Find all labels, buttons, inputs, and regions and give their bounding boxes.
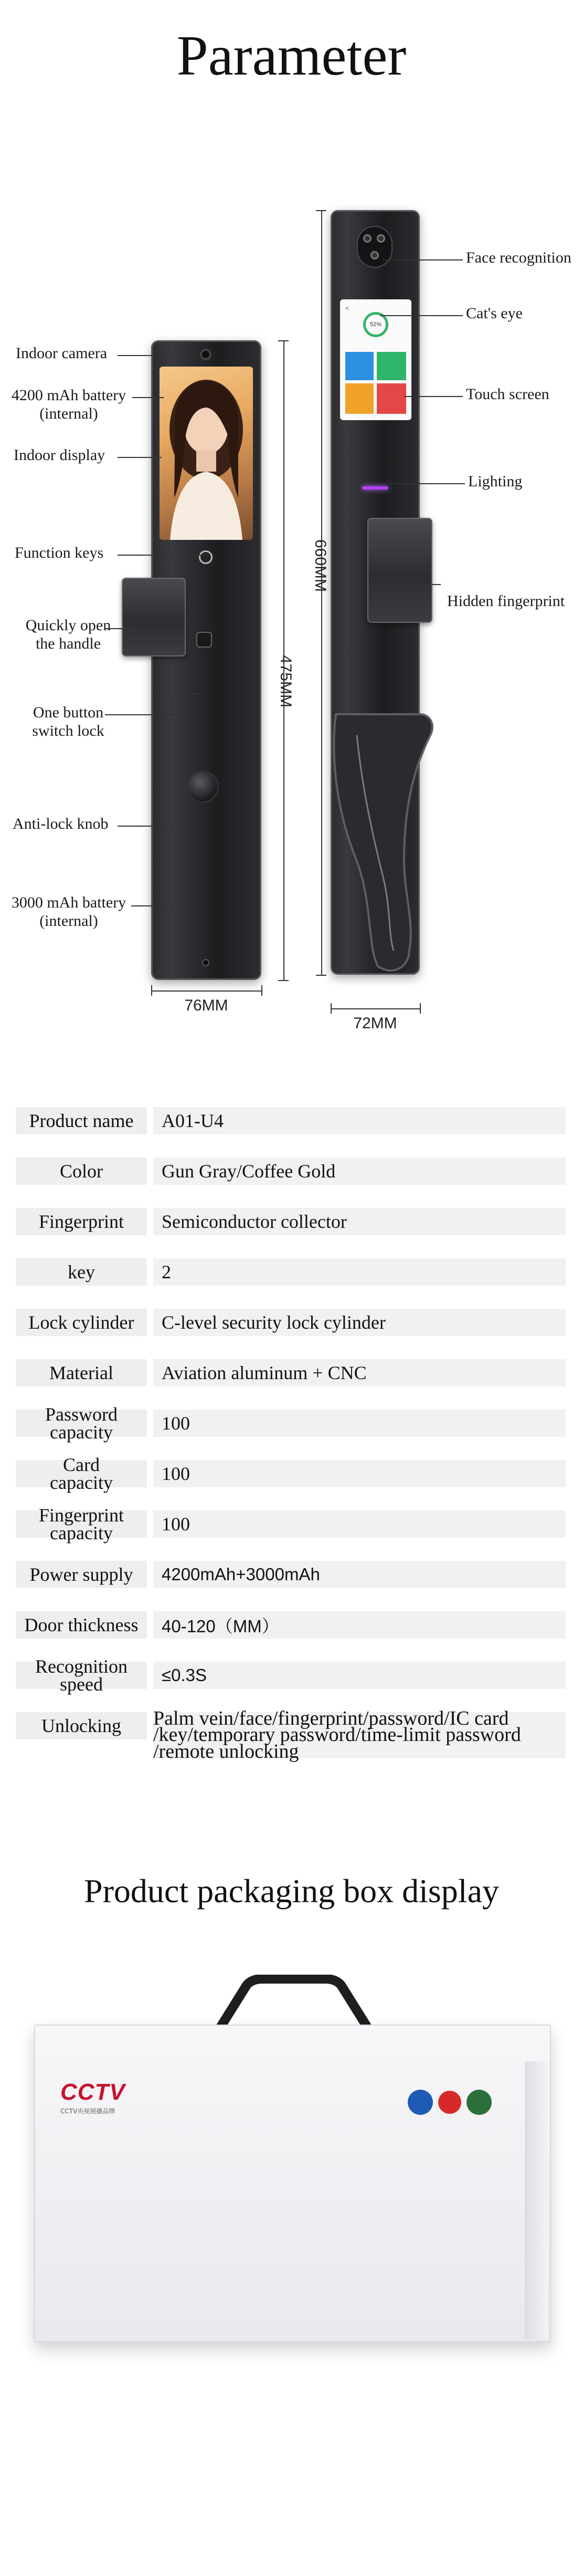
table-row <box>16 1454 566 1493</box>
spec-value: 100 <box>153 1410 566 1437</box>
outdoor-lock-body <box>331 210 420 975</box>
portrait-image <box>160 367 253 540</box>
spec-value: Palm vein/face/fingerprint/password/IC card /key/temporary password/time-limit password /remote unlocking <box>153 1712 566 1758</box>
tile-blue[interactable] <box>345 352 374 380</box>
tile-red[interactable] <box>377 383 406 414</box>
label-function-keys: Function keys <box>15 544 104 561</box>
tile-green[interactable] <box>377 352 406 380</box>
page-title: Parameter <box>176 25 407 87</box>
box-carry-handle <box>210 1975 378 2032</box>
label-anti-lock: Anti-lock knob <box>13 815 109 832</box>
label-battery-4200: 4200 mAh battery (internal) <box>11 387 126 422</box>
table-row <box>16 1107 566 1134</box>
usb-port <box>202 959 209 966</box>
label-cats-eye: Cat's eye <box>466 305 523 322</box>
label-open-handle: Quickly open the handle <box>25 617 111 652</box>
label-hidden-fingerprint: Hidden fingerprint <box>447 592 565 610</box>
table-row <box>16 1208 566 1235</box>
face-camera <box>357 226 393 268</box>
spec-label: Fingerprint capacity <box>16 1510 147 1538</box>
spec-value: A01-U4 <box>153 1107 566 1134</box>
spec-table <box>0 1092 583 1786</box>
hidden-fingerprint-cover[interactable] <box>367 518 432 623</box>
dim-outdoor-height: 660MM <box>312 539 329 592</box>
spec-value: 40-120（MM） <box>153 1611 566 1639</box>
switch-lock-button[interactable] <box>196 632 212 648</box>
spec-label: Fingerprint <box>16 1208 147 1235</box>
indoor-lock-body <box>151 340 261 980</box>
lighting-strip <box>362 486 388 489</box>
table-row <box>16 1258 566 1286</box>
indoor-display <box>160 367 253 540</box>
table-row <box>16 1309 566 1336</box>
spec-label: Door thickness <box>16 1611 147 1639</box>
indoor-camera-lens <box>200 349 211 360</box>
spec-label: Recognition speed <box>16 1662 147 1689</box>
table-row <box>16 1707 566 1762</box>
certification-badge-blue <box>408 2090 433 2115</box>
packaging-box <box>34 2025 551 2342</box>
certification-badge-green <box>467 2090 492 2115</box>
function-key[interactable] <box>199 550 213 564</box>
spec-label: Color <box>16 1157 147 1185</box>
spec-label: Card capacity <box>16 1460 147 1487</box>
spec-value: 4200mAh+3000mAh <box>153 1561 566 1588</box>
box-side-edge <box>525 2061 548 2340</box>
certification-badge-red <box>438 2091 461 2114</box>
label-indoor-camera: Indoor camera <box>16 345 108 362</box>
packaging-title: Product packaging box display <box>84 1872 499 1910</box>
anti-lock-knob[interactable] <box>188 772 217 801</box>
spec-value: 100 <box>153 1510 566 1538</box>
spec-value: C-level security lock cylinder <box>153 1309 566 1336</box>
spec-label: Password capacity <box>16 1410 147 1437</box>
indoor-handle[interactable] <box>122 578 186 656</box>
battery-gauge: 52% <box>363 312 388 337</box>
label-face-recognition: Face recognition <box>466 249 571 266</box>
pull-handle[interactable] <box>325 704 441 977</box>
label-touch-screen: Touch screen <box>466 385 549 403</box>
label-indoor-display: Indoor display <box>14 446 105 464</box>
tile-orange[interactable] <box>345 383 374 414</box>
spec-value: 100 <box>153 1460 566 1487</box>
spec-value: Aviation aluminum + CNC <box>153 1359 566 1386</box>
label-battery-3000: 3000 mAh battery (internal) <box>11 894 126 930</box>
table-row <box>16 1611 566 1639</box>
dim-indoor-width: 76MM <box>184 997 228 1014</box>
touch-screen[interactable]: < 52% <box>340 299 411 420</box>
dim-indoor-height: 475MM <box>277 654 294 708</box>
table-row <box>16 1504 566 1543</box>
label-switch-lock: One button switch lock <box>32 704 104 739</box>
label-lighting: Lighting <box>468 473 523 490</box>
table-row <box>16 1561 566 1588</box>
table-row <box>16 1655 566 1695</box>
table-row <box>16 1359 566 1386</box>
spec-label: Product name <box>16 1107 147 1134</box>
spec-label: key <box>16 1258 147 1286</box>
spec-value: Gun Gray/Coffee Gold <box>153 1157 566 1185</box>
spec-value: ≤0.3S <box>153 1662 566 1689</box>
spec-label: Unlocking <box>16 1712 147 1739</box>
spec-label: Lock cylinder <box>16 1309 147 1336</box>
dim-outdoor-width: 72MM <box>353 1015 397 1032</box>
box-brand-logo: CCTV <box>60 2079 125 2105</box>
spec-label: Power supply <box>16 1561 147 1588</box>
spec-value: 2 <box>153 1258 566 1286</box>
table-row <box>16 1157 566 1185</box>
product-diagram <box>0 189 583 1056</box>
spec-value: Semiconductor collector <box>153 1208 566 1235</box>
table-row <box>16 1403 566 1443</box>
box-brand-subtitle: CCTV央视展播品牌 <box>60 2108 115 2115</box>
spec-label: Material <box>16 1359 147 1386</box>
